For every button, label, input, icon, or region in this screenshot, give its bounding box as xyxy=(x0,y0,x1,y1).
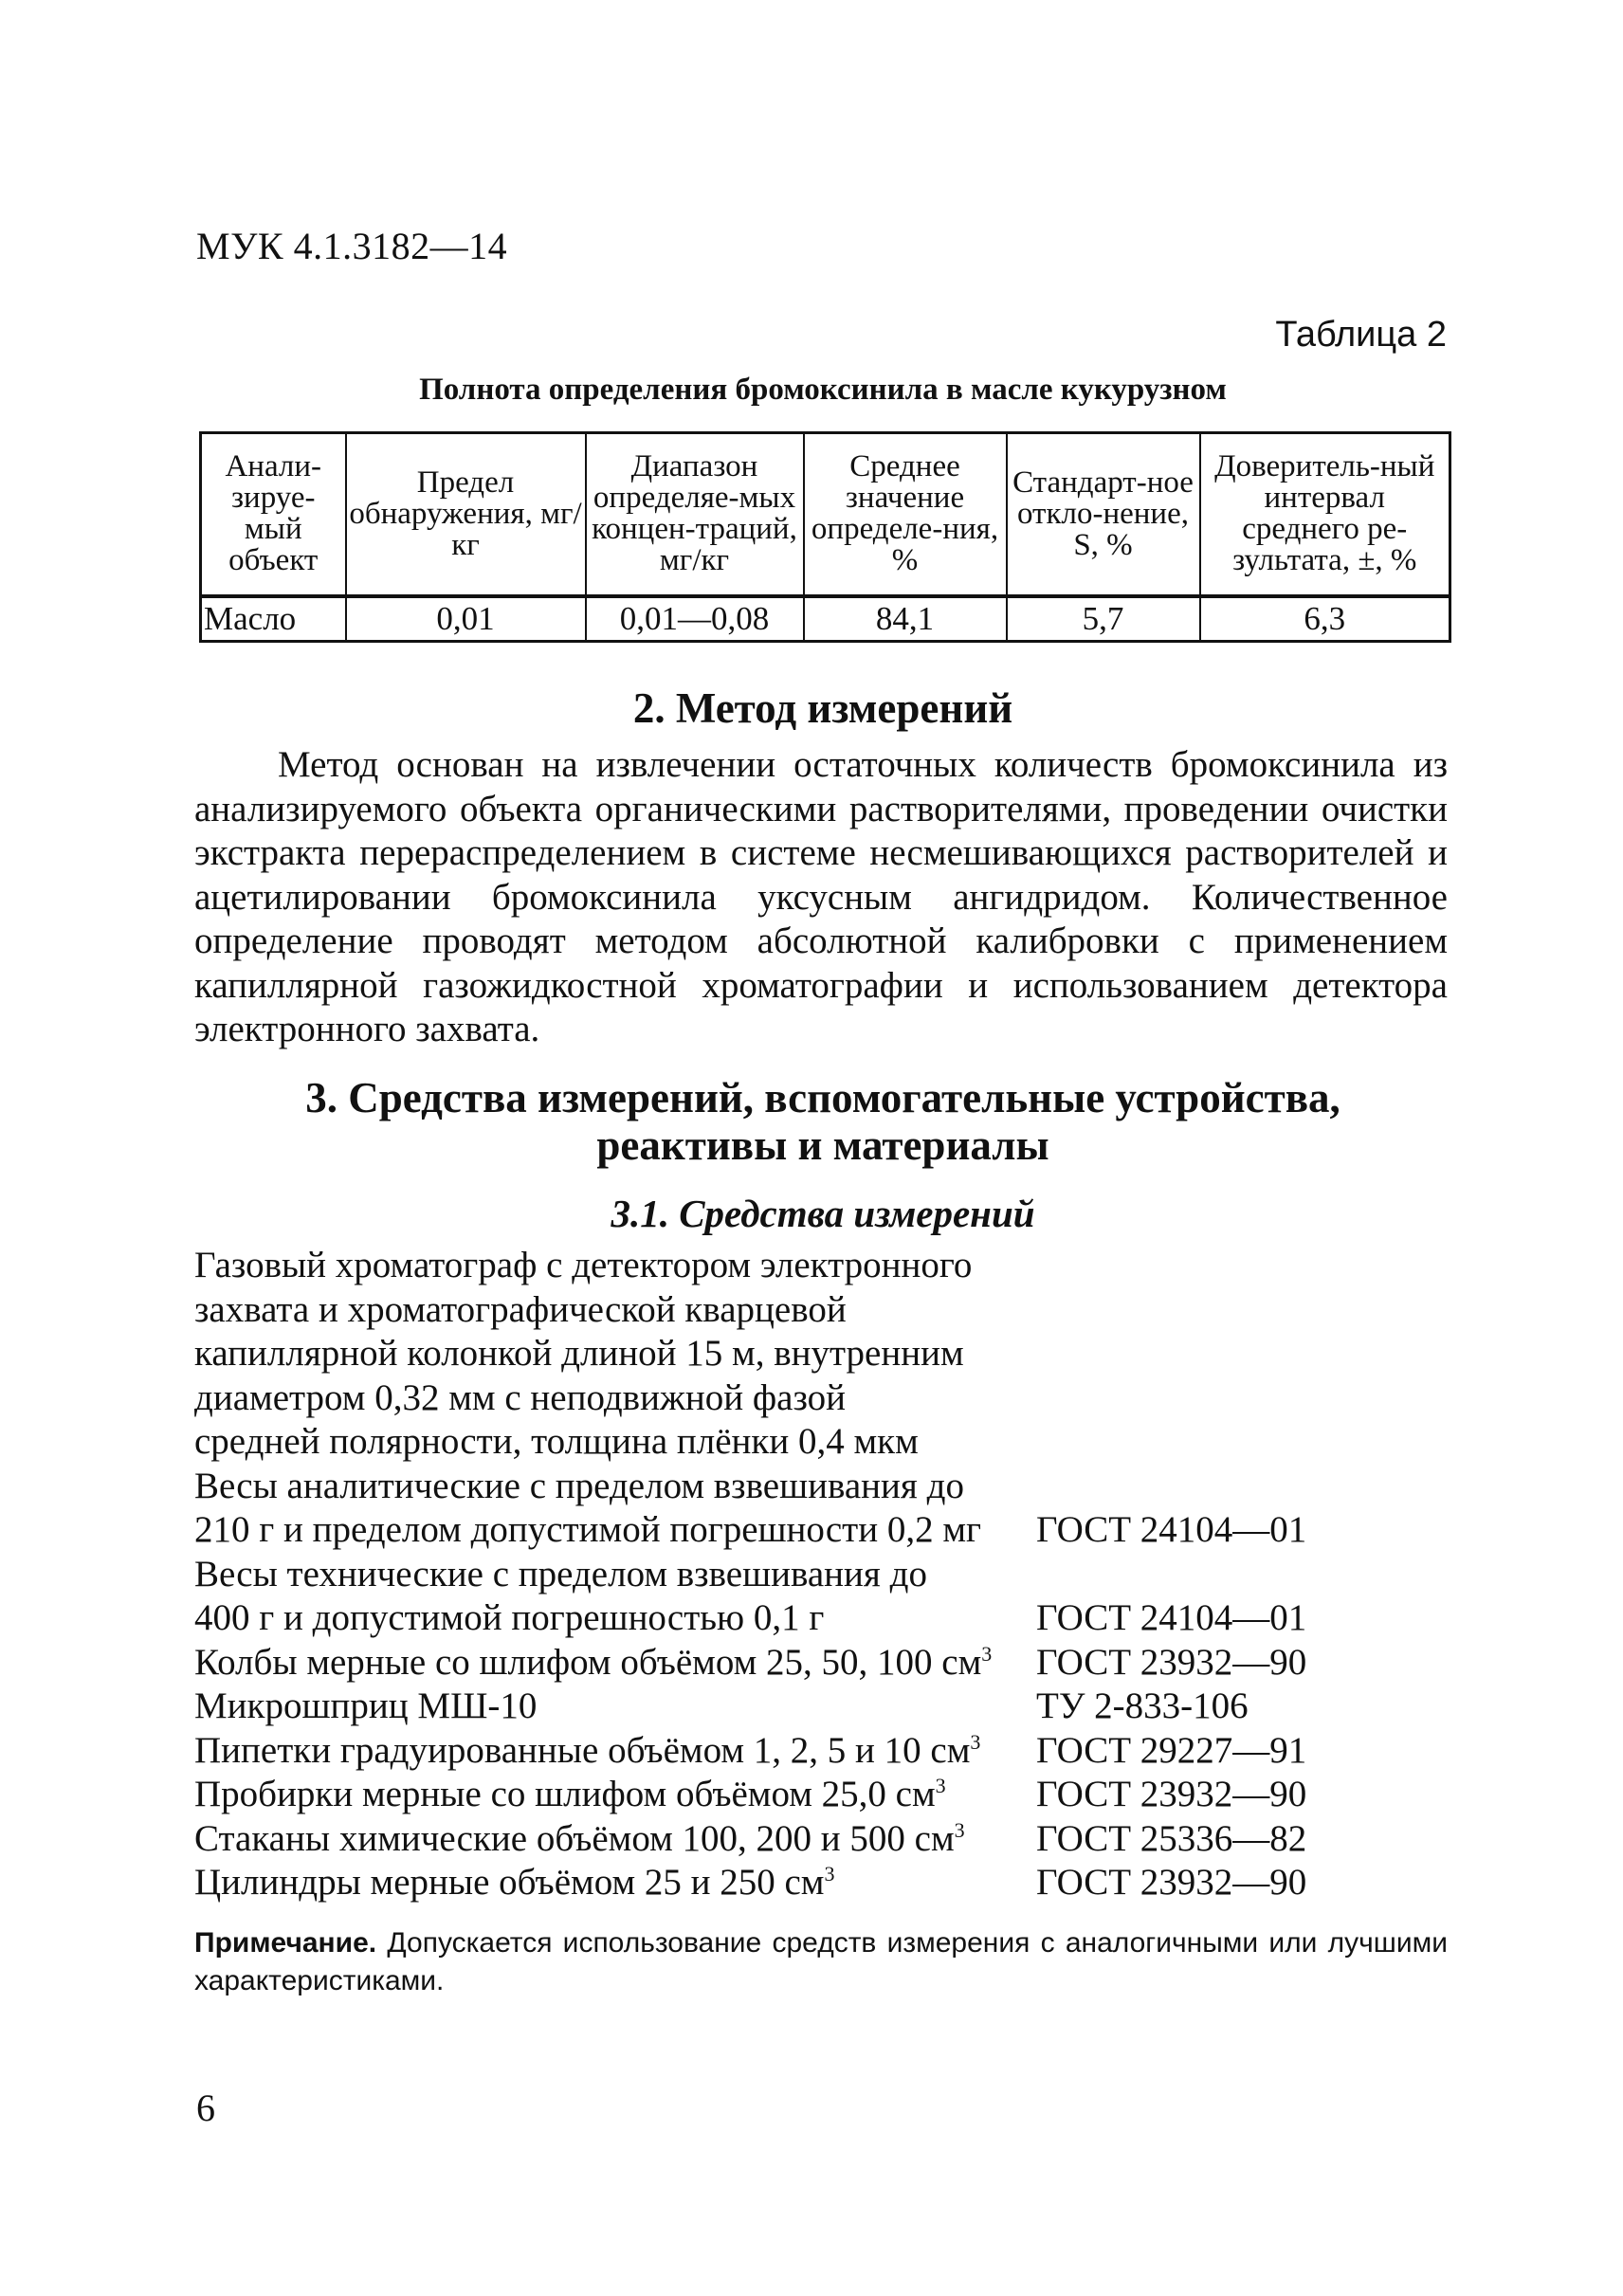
instrument-text: диаметром 0,32 мм с неподвижной фазой xyxy=(194,1376,847,1418)
column-header: Анали-зируе-мый объект xyxy=(201,433,346,596)
instrument-item xyxy=(194,1244,1427,1465)
instrument-standard-ref: ТУ 2-833-106 xyxy=(1036,1686,1249,1726)
instrument-item xyxy=(194,1861,1427,1905)
instrument-standard-ref: ГОСТ 25336—82 xyxy=(1036,1817,1307,1859)
table-cell: 0,01 xyxy=(346,596,586,642)
table-cell: Масло xyxy=(201,596,346,642)
instrument-standard-ref: ГОСТ 23932—90 xyxy=(1036,1774,1307,1814)
instrument-standard-ref: ГОСТ 24104—01 xyxy=(1036,1509,1307,1550)
column-header: Диапазон определяе-мых концен-траций, мг/кг xyxy=(586,433,804,596)
instrument-standard-ref: ГОСТ 23932—90 xyxy=(1036,1862,1307,1903)
instrument-text: Весы аналитические с пределом взвешивания до xyxy=(194,1465,964,1506)
column-header: Предел обнаружения, мг/кг xyxy=(346,433,586,596)
table-cell: 6,3 xyxy=(1200,596,1450,642)
instrument-text: Газовый хроматограф с детектором электронного xyxy=(194,1245,973,1285)
instrument-text: Колбы мерные со шлифом объёмом 25, 50, 100 см xyxy=(194,1641,982,1683)
table-caption: Полнота определения бромоксинила в масле кукурузном xyxy=(419,373,1227,407)
superscript: 3 xyxy=(981,1641,993,1666)
superscript: 3 xyxy=(935,1774,946,1797)
table-cell: 0,01—0,08 xyxy=(586,596,804,642)
instrument-item xyxy=(194,1817,1427,1862)
section-3-title-line-1: 3. Средства измерений, вспомогательные устройства, xyxy=(305,1074,1340,1121)
instrument-text: Микрошприц МШ-10 xyxy=(194,1686,538,1726)
instrument-text: Стаканы химические объёмом 100, 200 и 500 см xyxy=(194,1817,955,1859)
table-row xyxy=(201,596,1450,642)
instrument-item xyxy=(194,1685,1427,1729)
superscript: 3 xyxy=(824,1862,835,1886)
table-cell: 84,1 xyxy=(804,596,1007,642)
instrument-text: Цилиндры мерные объёмом 25 и 250 см xyxy=(194,1862,825,1903)
instrument-line xyxy=(194,1376,1427,1421)
instrument-standard-ref: ГОСТ 29227—91 xyxy=(1036,1729,1307,1771)
instrument-line xyxy=(194,1332,1427,1376)
instrument-text: захвата и хроматографической кварцевой xyxy=(194,1288,847,1330)
instrument-text: Весы технические с пределом взвешивания до xyxy=(194,1553,927,1594)
instrument-line xyxy=(194,1244,1427,1288)
section-2-paragraph: Метод основан на извлечении остаточных количеств бромоксинила из анализируемого объекта органическими растворителями, проведении очистки экстракта перераспределением в системе несмешивающихся растворителей и ацетилировании бромоксинила уксусным ангидридом. Количественное определение проводят методом абсолютной калибровки с применением капиллярной газожидкостной хроматографии и использованием детектора электронного захвата. xyxy=(194,744,1448,1049)
instrument-line xyxy=(194,1553,1427,1597)
table-header-row xyxy=(201,433,1450,596)
instrument-line xyxy=(194,1465,1427,1509)
instrument-line xyxy=(194,1420,1427,1465)
instrument-list xyxy=(194,1244,1427,1905)
instrument-text: средней полярности, толщина плёнки 0,4 мкм xyxy=(194,1421,919,1462)
instrument-text: Пипетки градуированные объёмом 1, 2, 5 и 10 см xyxy=(194,1729,971,1771)
section-3-title xyxy=(199,1074,1447,1169)
column-header: Среднее значение определе-ния, % xyxy=(804,433,1007,596)
superscript: 3 xyxy=(954,1817,965,1842)
instrument-item xyxy=(194,1729,1427,1774)
table-label: Таблица 2 xyxy=(1275,315,1447,355)
instrument-item xyxy=(194,1465,1427,1553)
instrument-standard-ref: ГОСТ 23932—90 xyxy=(1036,1641,1307,1683)
recovery-table xyxy=(199,431,1451,643)
section-3-title-line-2: реактивы и материалы xyxy=(596,1121,1049,1169)
instrument-item xyxy=(194,1773,1427,1817)
table-cell: 5,7 xyxy=(1007,596,1200,642)
column-header: Стандарт-ное откло-нение, S, % xyxy=(1007,433,1200,596)
instrument-text: Пробирки мерные со шлифом объёмом 25,0 см xyxy=(194,1774,936,1814)
page-number: 6 xyxy=(196,2086,215,2129)
superscript: 3 xyxy=(970,1729,981,1754)
note-label: Примечание. xyxy=(194,1927,377,1959)
instrument-text: 210 г и пределом допустимой погрешности 0,2 мг xyxy=(194,1509,982,1550)
instrument-standard-ref: ГОСТ 24104—01 xyxy=(1036,1597,1307,1638)
instrument-item xyxy=(194,1641,1427,1686)
subsection-3-1-title: 3.1. Средства измерений xyxy=(611,1192,1035,1235)
column-header: Доверитель-ный интервал среднего ре-зультата, ±, % xyxy=(1200,433,1450,596)
note-text: Допускается использование средств измерения с аналогичными или лучшими характеристиками. xyxy=(194,1927,1448,1996)
instrument-line xyxy=(194,1288,1427,1333)
note xyxy=(194,1924,1448,2000)
section-2-title: 2. Метод измерений xyxy=(632,684,1013,732)
instrument-item xyxy=(194,1553,1427,1641)
instrument-text: капиллярной колонкой длиной 15 м, внутренним xyxy=(194,1333,964,1374)
instrument-text: 400 г и допустимой погрешностью 0,1 г xyxy=(194,1597,825,1638)
document-code: МУК 4.1.3182—14 xyxy=(196,225,508,267)
